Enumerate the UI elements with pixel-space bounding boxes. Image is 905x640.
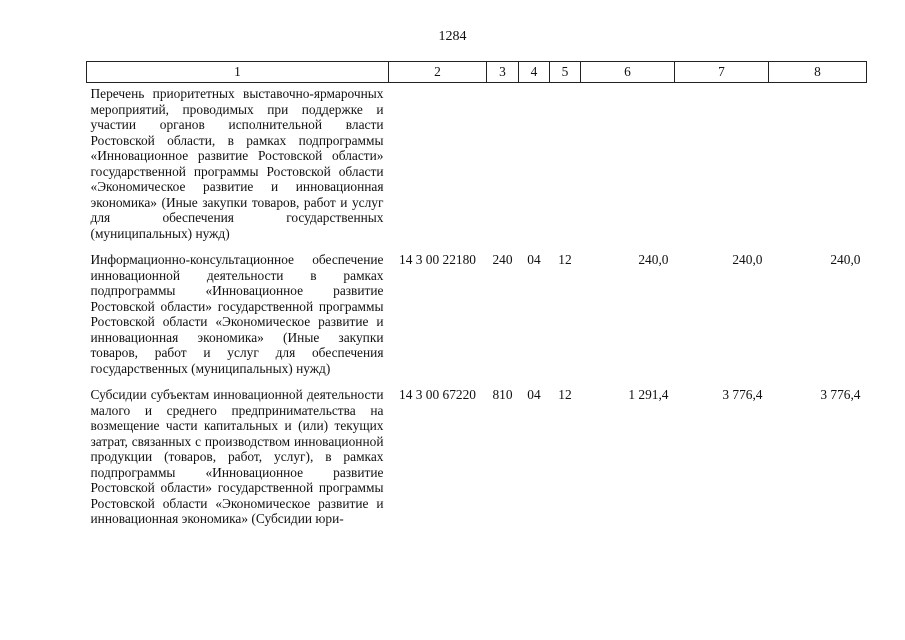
column-header-7: 7	[675, 62, 769, 83]
row-amount-3	[769, 83, 867, 250]
column-header-2: 2	[389, 62, 487, 83]
column-header-4: 4	[519, 62, 550, 83]
row-section: 04	[527, 252, 541, 267]
table-row	[87, 83, 867, 250]
row-section: 04	[527, 387, 541, 402]
column-header-6: 6	[581, 62, 675, 83]
row-description: Перечень приоритетных выставочно-ярмарочных мероприятий, проводимых при поддержке и участии органов исполнительной власти Ростовской области, в рамках подпрограммы «Инновационное развитие Ростовской области» государственной программы Ростовской области «Экономическое развитие и инновационная экономика» (Иные закупки товаров, работ и услуг для обеспечения государственных (муниципальных) нужд)	[90, 86, 384, 241]
row-amount-1: 1 291,4	[628, 387, 669, 402]
row-target-code: 14 3 00 67220	[399, 387, 476, 402]
table-row	[87, 384, 867, 527]
row-amount-3: 3 776,4	[820, 387, 861, 402]
row-amount-2	[675, 83, 769, 250]
row-expense-type: 810	[492, 387, 513, 402]
column-header-8: 8	[769, 62, 867, 83]
row-section	[519, 83, 550, 250]
row-expense-type	[487, 83, 519, 250]
column-header-5: 5	[550, 62, 581, 83]
column-header-1: 1	[87, 62, 389, 83]
table-row	[87, 249, 867, 384]
row-subsection: 12	[558, 252, 572, 267]
row-description: Информационно-консультационное обеспечение инновационной деятельности в рамках подпрограммы «Инновационное развитие Ростовской области» государственной программы Ростовской области «Экономическое развитие и инновационная экономика» (Иные закупки товаров, работ и услуг для обеспечения государственных (муниципальных) нужд)	[90, 252, 384, 376]
row-description: Субсидии субъектам инновационной деятельности малого и среднего предпринимательства на возмещение части капитальных и (или) текущих затрат, связанных с производством инновационной продукции (товаров, работ, услуг), в рамках подпрограммы «Инновационное развитие Ростовской области» государственной программы Ростовской области «Экономическое развитие и инновационная экономика» (Субсидии юри-	[90, 387, 384, 526]
budget-table	[86, 61, 867, 527]
row-amount-2: 240,0	[732, 252, 763, 267]
table-header-row	[87, 62, 867, 83]
row-subsection	[550, 83, 581, 250]
row-amount-1	[581, 83, 675, 250]
row-subsection: 12	[558, 387, 572, 402]
row-expense-type: 240	[492, 252, 513, 267]
page-number: 1284	[438, 29, 467, 44]
row-target-code	[389, 83, 487, 250]
row-amount-1: 240,0	[638, 252, 669, 267]
row-target-code: 14 3 00 22180	[399, 252, 476, 267]
row-amount-3: 240,0	[830, 252, 861, 267]
column-header-3: 3	[487, 62, 519, 83]
row-amount-2: 3 776,4	[722, 387, 763, 402]
